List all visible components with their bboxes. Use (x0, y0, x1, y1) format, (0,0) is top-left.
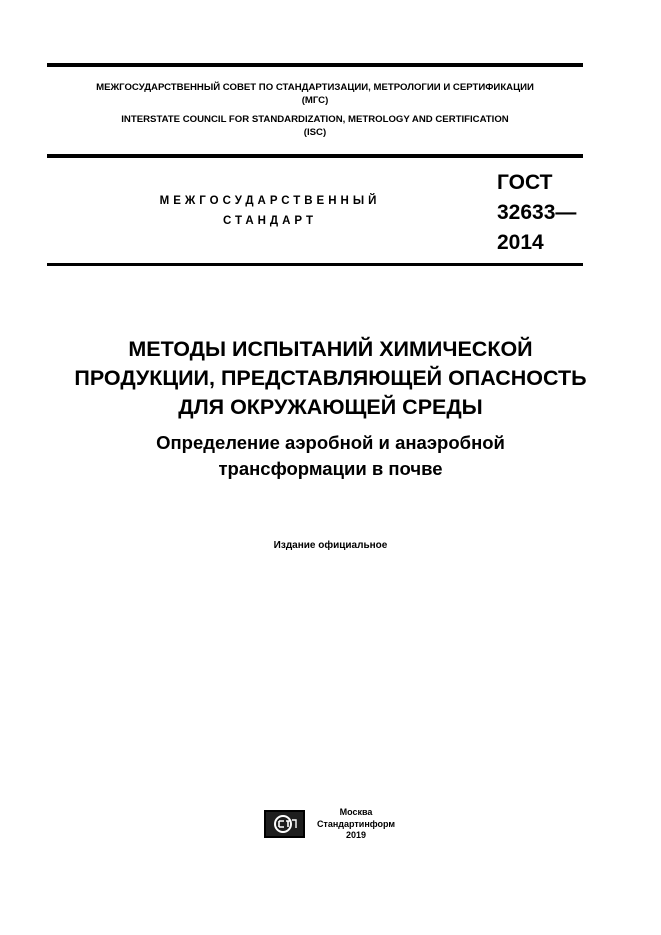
standard-label-line2: СТАНДАРТ (223, 215, 317, 227)
council-en-line1: INTERSTATE COUNCIL FOR STANDARDIZATION, METROLOGY AND CERTIFICATION (121, 114, 509, 125)
subtitle-line2: трансформации в почве (218, 458, 443, 479)
publisher-info (310, 807, 402, 842)
council-name-en (47, 113, 583, 139)
document-subtitle (40, 430, 621, 482)
publisher-city: Москва (339, 807, 373, 817)
document-title (20, 335, 641, 422)
publisher-name: Стандартинформ (316, 818, 396, 829)
council-ru-line2: (МГС) (301, 95, 329, 106)
subtitle-line1: Определение аэробной и анаэробной (156, 432, 505, 453)
edition-note: Издание официальное (273, 540, 388, 551)
council-name-ru (47, 81, 583, 107)
publisher-year: 2019 (345, 830, 367, 840)
council-en-line2: (ISC) (303, 127, 327, 138)
bottom-rule (47, 263, 583, 266)
standard-label-line1: МЕЖГОСУДАРСТВЕННЫЙ (159, 195, 381, 207)
council-ru-line1: МЕЖГОСУДАРСТВЕННЫЙ СОВЕТ ПО СТАНДАРТИЗАЦИИ, МЕТРОЛОГИИ И СЕРТИФИКАЦИИ (96, 82, 534, 93)
gost-code (497, 168, 597, 258)
title-line2: ПРОДУКЦИИ, ПРЕДСТАВЛЯЮЩЕЙ ОПАСНОСТЬ (74, 366, 587, 390)
gost-code-line1: ГОСТ (497, 171, 553, 194)
gost-code-line3: 2014 (497, 231, 544, 254)
middle-rule (47, 154, 583, 158)
top-rule (47, 63, 583, 67)
gost-code-line2: 32633— (497, 201, 577, 224)
standartinform-logo-icon (264, 810, 305, 838)
title-line3: ДЛЯ ОКРУЖАЮЩЕЙ СРЕДЫ (178, 395, 483, 419)
title-line1: МЕТОДЫ ИСПЫТАНИЙ ХИМИЧЕСКОЙ (128, 337, 533, 361)
